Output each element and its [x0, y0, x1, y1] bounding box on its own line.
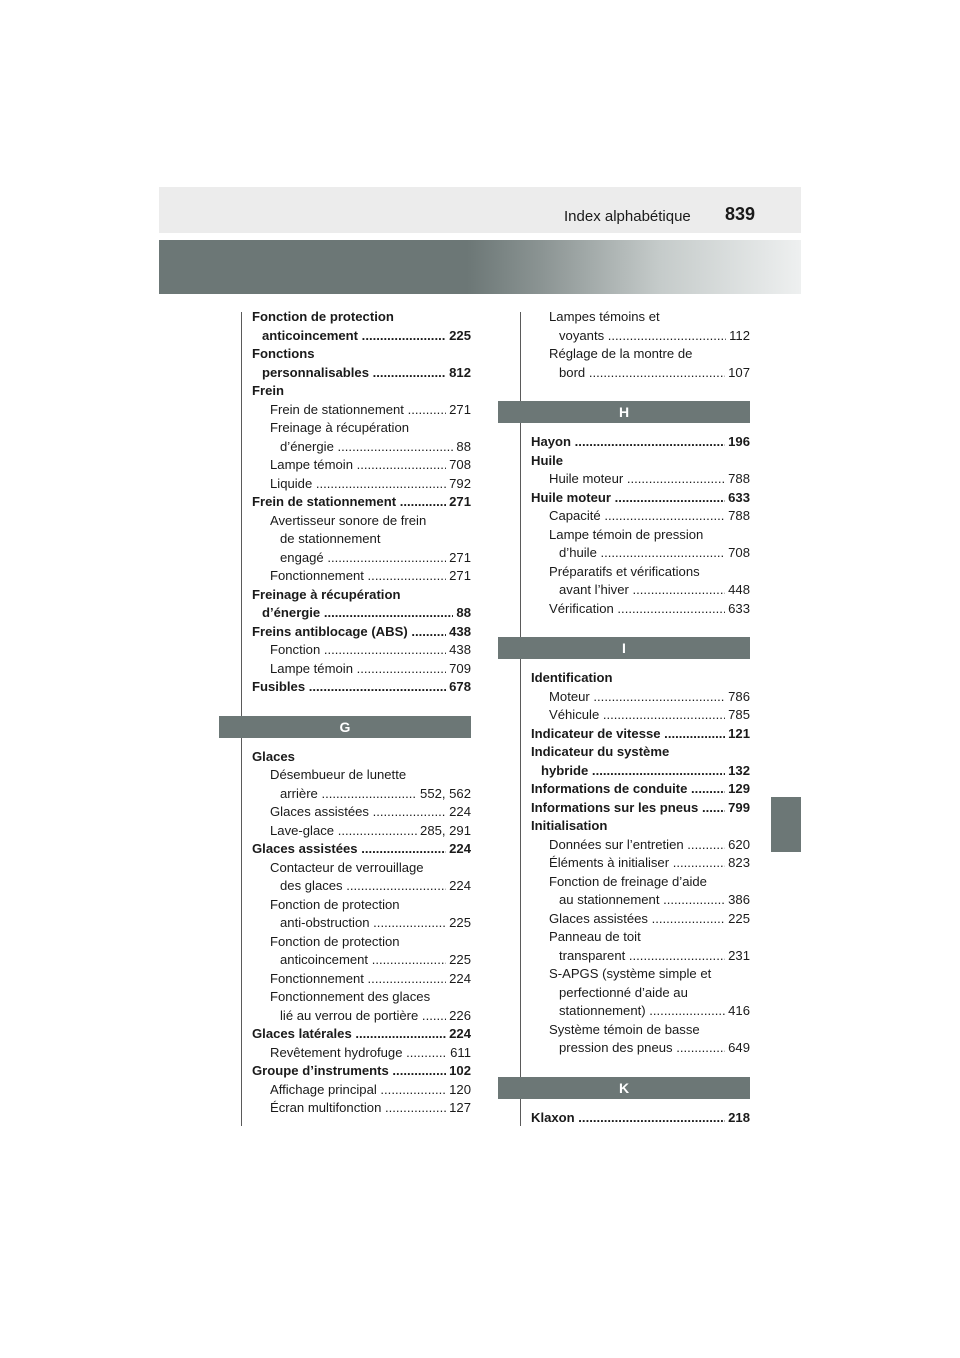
index-subentry: perfectionné d’aide au — [559, 984, 688, 1000]
index-subentry: Fonctionnement des glaces — [270, 989, 431, 1004]
index-entry: Fonction de protection — [252, 309, 394, 324]
index-subentry: engagé ..... 271 — [252, 549, 471, 568]
index-subentry: anti-obstruction ..... 225 — [252, 914, 471, 933]
index-subentry: Fonctionnement ..... 271 — [252, 567, 471, 586]
index-subentry: Liquide ..... 792 — [252, 475, 471, 494]
index-subentry: pression des pneus ..... 649 — [531, 1039, 750, 1058]
index-subentry: Frein de stationnement ..... 271 — [252, 401, 471, 420]
section-side-tab — [771, 797, 801, 852]
index-subentry: Contacteur de verrouillage — [270, 859, 424, 875]
index-subentry: Fonctionnement ..... 224 — [252, 970, 471, 989]
column-rule-right — [520, 312, 521, 1126]
index-entry: Frein — [252, 383, 285, 398]
index-entry: Hayon ..... 196 — [531, 433, 750, 452]
index-entry: Identification — [531, 670, 613, 685]
index-entry: Initialisation — [531, 818, 608, 833]
index-subentry: Lave-glace ..... 285, 291 — [252, 822, 471, 841]
index-subentry: Lampe témoin de pression — [549, 526, 704, 542]
index-subentry: lié au verrou de portière ..... 226 — [252, 1007, 471, 1026]
index-subentry: Fonction de protection — [270, 896, 400, 912]
index-subentry: Écran multifonction ..... 127 — [252, 1099, 471, 1118]
index-subentry: Moteur ..... 786 — [531, 688, 750, 707]
index-subentry: voyants ..... 112 — [531, 327, 750, 346]
index-subentry: Système témoin de basse — [549, 1021, 700, 1037]
section-header-k: K — [498, 1077, 750, 1099]
index-entry: Glaces — [252, 748, 295, 764]
index-subentry: Panneau de toit — [549, 929, 641, 944]
index-subentry: bord ..... 107 — [531, 364, 750, 383]
index-entry: Glaces assistées ..... 224 — [252, 840, 471, 859]
section-header-g: G — [219, 716, 471, 738]
index-subentry: avant l’hiver ..... 448 — [531, 581, 750, 600]
index-subentry: anticoincement ..... 225 — [252, 951, 471, 970]
index-entry: Frein de stationnement ..... 271 — [252, 493, 471, 512]
index-column-left — [252, 308, 471, 1118]
index-subentry: Fonction ..... 438 — [252, 641, 471, 660]
index-subentry: Freinage à récupération — [270, 420, 410, 435]
index-entry: Huile moteur ..... 633 — [531, 489, 750, 508]
index-subentry: Lampe témoin ..... 709 — [252, 660, 471, 679]
index-subentry: Désembueur de lunette — [270, 767, 407, 782]
index-entry: personnalisables ..... 812 — [252, 364, 471, 383]
index-subentry: de stationnement — [280, 531, 381, 546]
index-entry: Indicateur de vitesse ..... 121 — [531, 725, 750, 744]
index-subentry: Affichage principal ..... 120 — [252, 1081, 471, 1100]
index-subentry: Fonction de freinage d’aide — [549, 873, 707, 889]
index-entry: d’énergie ..... 88 — [252, 604, 471, 623]
index-subentry: Capacité ..... 788 — [531, 507, 750, 526]
index-entry: anticoincement ..... 225 — [252, 327, 471, 346]
index-subentry: d’énergie ..... 88 — [252, 438, 471, 457]
index-entry: hybride ..... 132 — [531, 762, 750, 781]
index-entry: Huile — [531, 452, 564, 468]
index-subentry: Données sur l’entretien ..... 620 — [531, 836, 750, 855]
index-subentry: Véhicule ..... 785 — [531, 706, 750, 725]
section-header-i: I — [498, 637, 750, 659]
header-bar — [159, 187, 801, 233]
index-subentry: Éléments à initialiser ..... 823 — [531, 854, 750, 873]
index-subentry: Fonction de protection — [270, 933, 400, 949]
index-entry: Fonctions — [252, 346, 315, 361]
section-header-h: H — [498, 401, 750, 423]
index-subentry: Glaces assistées ..... 224 — [252, 803, 471, 822]
index-entry: Groupe d’instruments ..... 102 — [252, 1062, 471, 1081]
index-subentry: Réglage de la montre de — [549, 346, 693, 361]
index-entry: Freinage à récupération — [252, 586, 401, 602]
index-entry: Freins antiblocage (ABS) ..... 438 — [252, 623, 471, 642]
index-subentry: Vérification ..... 633 — [531, 600, 750, 619]
page-number: 839 — [725, 204, 756, 224]
index-entry: Indicateur du système — [531, 744, 670, 759]
index-subentry: Revêtement hydrofuge ..... 611 — [252, 1044, 471, 1063]
index-subentry: S-APGS (système simple et — [549, 966, 712, 981]
index-subentry: au stationnement ..... 386 — [531, 891, 750, 910]
index-subentry: Glaces assistées ..... 225 — [531, 910, 750, 929]
index-subentry: Lampe témoin ..... 708 — [252, 456, 471, 475]
index-column-right — [531, 308, 750, 1127]
index-subentry: Avertisseur sonore de frein — [270, 512, 427, 528]
index-subentry: d’huile ..... 708 — [531, 544, 750, 563]
index-subentry: Préparatifs et vérifications — [549, 563, 700, 579]
index-entry: Informations sur les pneus ..... 799 — [531, 799, 750, 818]
index-subentry: des glaces ..... 224 — [252, 877, 471, 896]
header-band — [159, 240, 801, 294]
index-entry: Fusibles ..... 678 — [252, 678, 471, 697]
index-subentry: Lampes témoins et — [549, 309, 660, 324]
header-title: Index alphabétique — [564, 208, 691, 225]
index-subentry: transparent ..... 231 — [531, 947, 750, 966]
index-entry: Klaxon ..... 218 — [531, 1109, 750, 1128]
index-entry: Informations de conduite ..... 129 — [531, 780, 750, 799]
index-subentry: arrière ..... 552, 562 — [252, 785, 471, 804]
index-entry: Glaces latérales ..... 224 — [252, 1025, 471, 1044]
index-subentry: stationnement) ..... 416 — [531, 1002, 750, 1021]
index-subentry: Huile moteur ..... 788 — [531, 470, 750, 489]
